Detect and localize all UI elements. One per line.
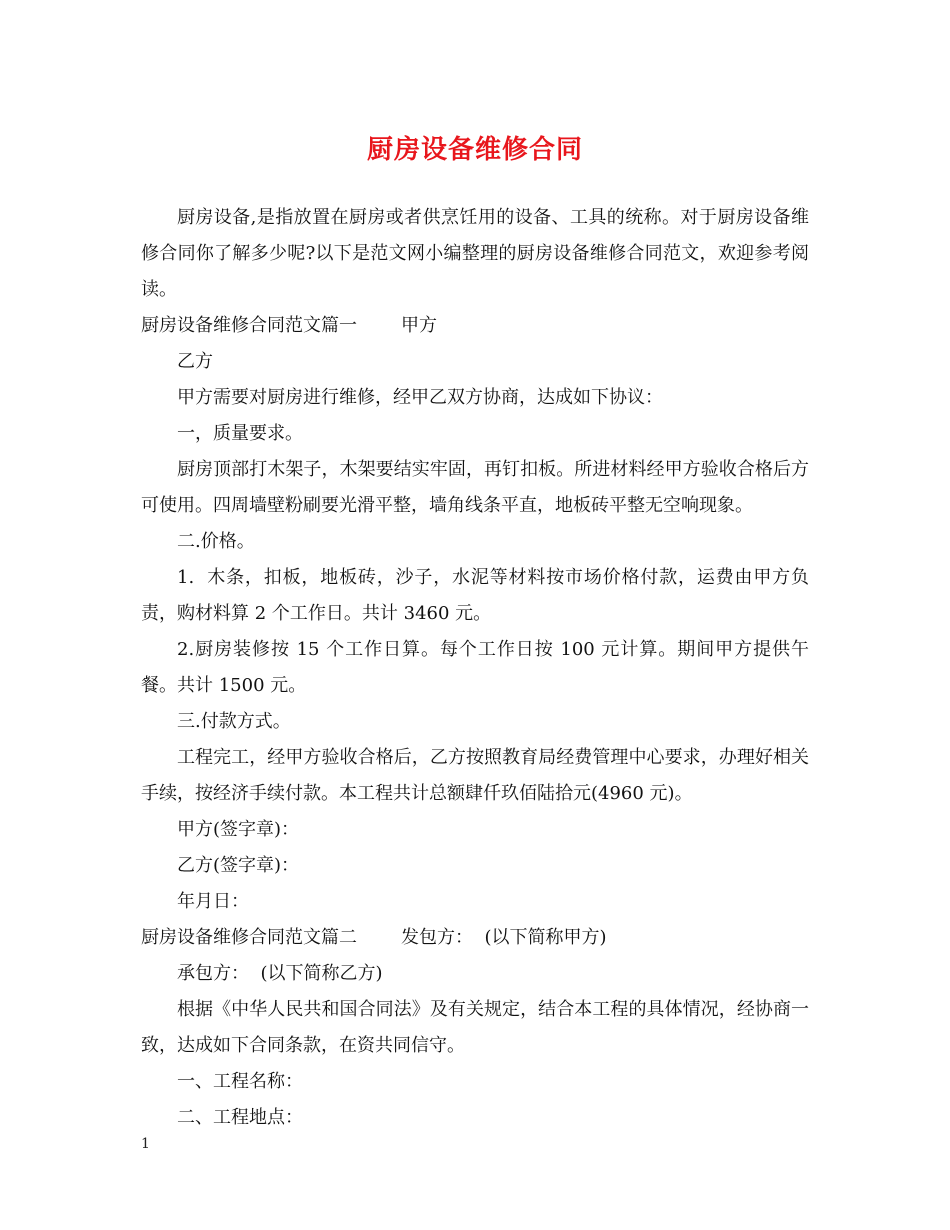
quality-paragraph: 厨房顶部打木架子，木架要结实牢固，再钉扣板。所进材料经甲方验收合格后方可使用。四周墙壁粉刷要光滑平整，墙角线条平直，地板砖平整无空响现象。 bbox=[141, 459, 809, 516]
contractor-line: 承包方： (以下简称乙方) bbox=[177, 963, 383, 984]
intro-paragraph: 厨房设备,是指放置在厨房或者供烹饪用的设备、工具的统称。对于厨房设备维修合同你了解多少呢?以下是范文网小编整理的厨房设备维修合同范文，欢迎参考阅读。 bbox=[141, 207, 809, 300]
price-item-1: 1. 木条，扣板，地板砖，沙子，水泥等材料按市场价格付款，运费由甲方负责，购材料算 2 个工作日。共计 3460 元。 bbox=[141, 567, 809, 624]
basis-paragraph: 根据《中华人民共和国合同法》及有关规定，结合本工程的具体情况，经协商一致，达成如下合同条款，在资共同信守。 bbox=[141, 999, 809, 1056]
section1-heading-line bbox=[141, 308, 809, 344]
section1-heading: 厨房设备维修合同范文篇一 bbox=[141, 315, 357, 336]
date-line: 年月日： bbox=[177, 891, 249, 912]
price-item-2: 2.厨房装修按 15 个工作日算。每个工作日按 100 元计算。期间甲方提供午餐。共计 1500 元。 bbox=[141, 639, 809, 696]
sign-party-b: 乙方(签字章)： bbox=[177, 855, 300, 876]
agreement-paragraph: 甲方需要对厨房进行维修，经甲乙双方协商，达成如下协议： bbox=[177, 387, 663, 408]
section2-heading: 厨房设备维修合同范文篇二 bbox=[141, 927, 357, 948]
section2-heading-tail: 发包方： (以下简称甲方) bbox=[401, 927, 607, 948]
sign-party-a: 甲方(签字章)： bbox=[177, 819, 300, 840]
page-number: 1 bbox=[141, 1136, 150, 1152]
document-title: 厨房设备维修合同 bbox=[366, 135, 583, 165]
party-b-line: 乙方 bbox=[177, 351, 213, 372]
item-1-line: 一、工程名称： bbox=[177, 1071, 303, 1092]
quality-title: 一，质量要求。 bbox=[177, 423, 303, 444]
section2-heading-line bbox=[141, 920, 809, 956]
item-2-line: 二、工程地点： bbox=[177, 1107, 303, 1128]
price-title: 二.价格。 bbox=[177, 531, 255, 552]
document-body bbox=[141, 200, 809, 1136]
section1-heading-tail: 甲方 bbox=[401, 315, 437, 336]
payment-title: 三.付款方式。 bbox=[177, 711, 291, 732]
payment-paragraph: 工程完工，经甲方验收合格后，乙方按照教育局经费管理中心要求，办理好相关手续，按经济手续付款。本工程共计总额肆仟玖佰陆拾元(4960 元)。 bbox=[141, 747, 809, 804]
